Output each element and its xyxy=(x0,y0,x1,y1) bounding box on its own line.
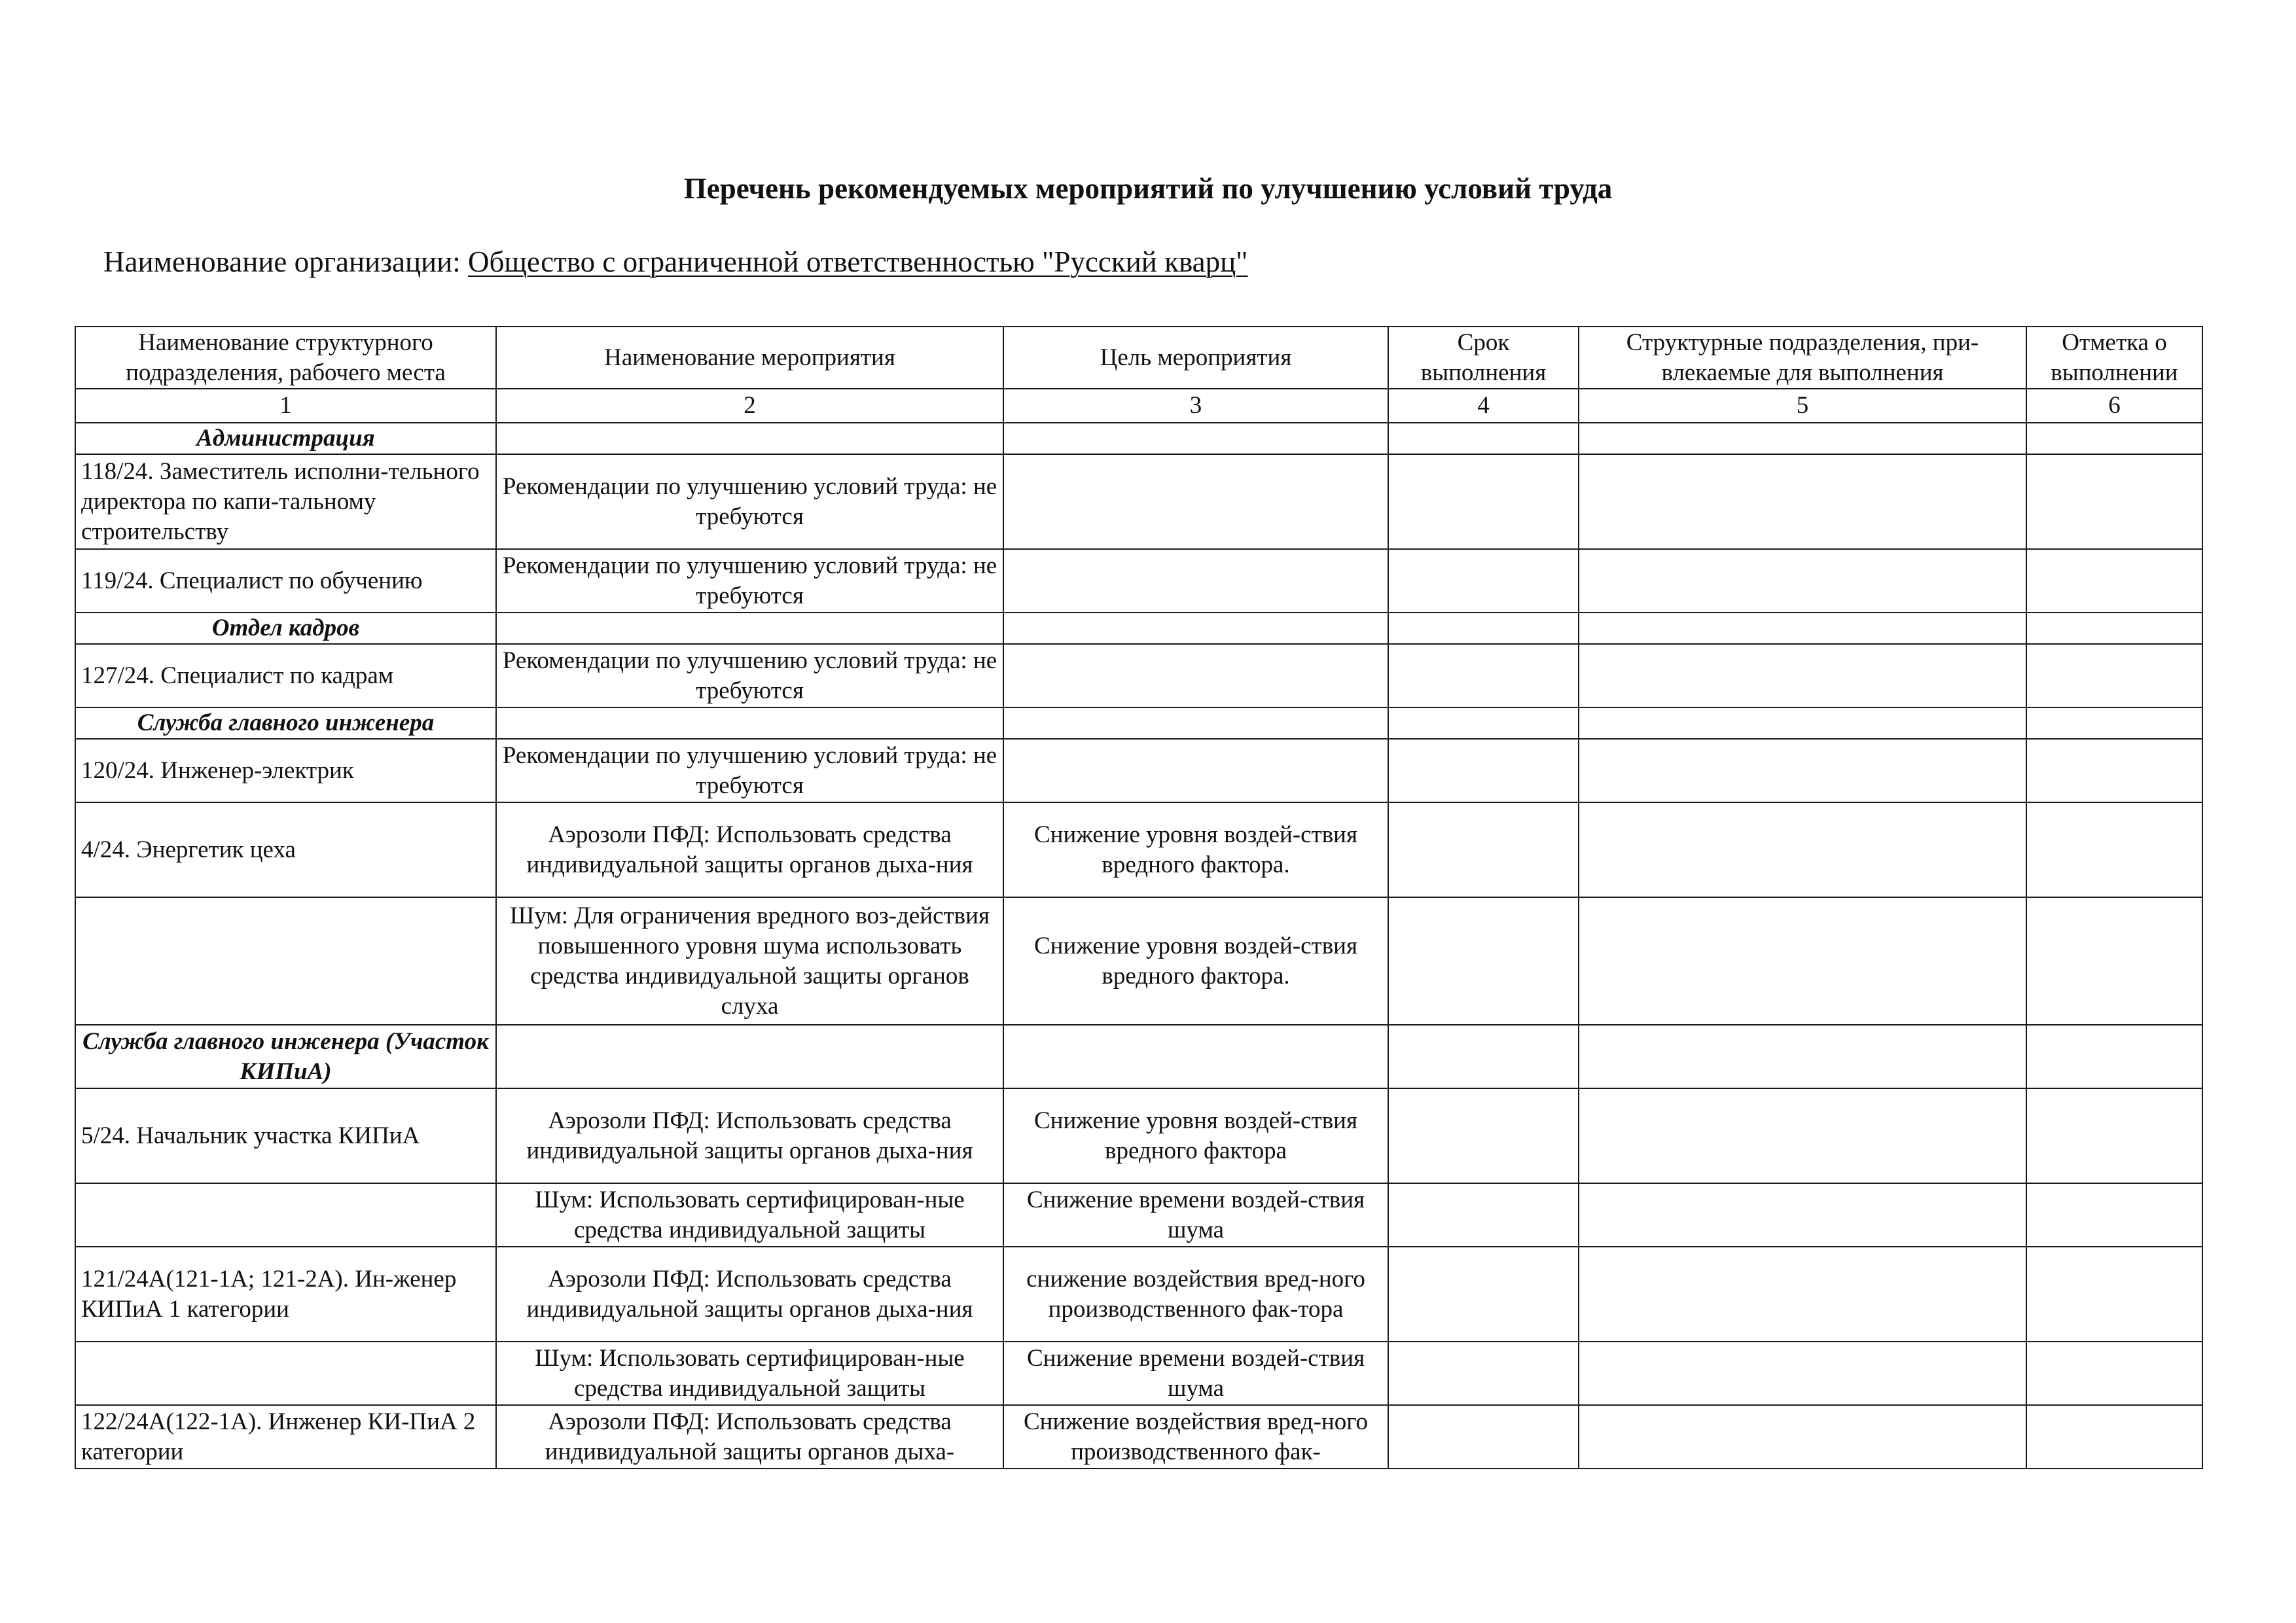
deadline-cell xyxy=(1388,802,1579,897)
table-cell xyxy=(496,613,1003,644)
table-cell xyxy=(1579,707,2026,739)
header-cell: Цель мероприятия xyxy=(1003,327,1388,389)
table-cell xyxy=(1003,1025,1388,1088)
column-number: 5 xyxy=(1579,389,2026,423)
organization-label: Наименование организации: xyxy=(103,245,461,278)
table-cell xyxy=(2026,613,2202,644)
organization-line xyxy=(103,242,1264,281)
table-cell xyxy=(1003,613,1388,644)
column-number: 2 xyxy=(496,389,1003,423)
table-row xyxy=(75,1183,2202,1247)
table-row xyxy=(75,454,2202,549)
goal-cell xyxy=(1003,549,1388,613)
section-title: Служба главного инженера xyxy=(75,707,496,739)
goal-cell: снижение воздействия вред-ного производственного фак-тора xyxy=(1003,1247,1388,1342)
section-row xyxy=(75,1025,2202,1088)
measure-cell: Аэрозоли ПФД: Использовать средства индивидуальной защиты органов дыха-ния xyxy=(496,1088,1003,1183)
completion-mark-cell xyxy=(2026,739,2202,802)
column-number: 3 xyxy=(1003,389,1388,423)
measure-cell: Рекомендации по улучшению условий труда: не требуются xyxy=(496,549,1003,613)
departments-cell xyxy=(1579,897,2026,1025)
goal-cell: Снижение уровня воздей-ствия вредного фактора. xyxy=(1003,897,1388,1025)
table-row xyxy=(75,897,2202,1025)
header-cell: Наименование структурного подразделения, рабочего места xyxy=(75,327,496,389)
workplace-cell: 4/24. Энергетик цеха xyxy=(75,802,496,897)
deadline-cell xyxy=(1388,739,1579,802)
measure-cell: Рекомендации по улучшению условий труда: не требуются xyxy=(496,644,1003,707)
completion-mark-cell xyxy=(2026,1247,2202,1342)
column-number: 6 xyxy=(2026,389,2202,423)
table-row xyxy=(75,802,2202,897)
departments-cell xyxy=(1579,739,2026,802)
goal-cell: Снижение воздействия вред-ного производственного фак- xyxy=(1003,1405,1388,1469)
table-cell xyxy=(1003,423,1388,454)
completion-mark-cell xyxy=(2026,644,2202,707)
deadline-cell xyxy=(1388,644,1579,707)
table-cell xyxy=(1003,707,1388,739)
deadline-cell xyxy=(1388,897,1579,1025)
goal-cell xyxy=(1003,454,1388,549)
table-cell xyxy=(2026,707,2202,739)
measure-cell: Шум: Использовать сертифицирован-ные средства индивидуальной защиты xyxy=(496,1183,1003,1247)
goal-cell: Снижение уровня воздей-ствия вредного фактора. xyxy=(1003,802,1388,897)
completion-mark-cell xyxy=(2026,1405,2202,1469)
workplace-cell xyxy=(75,897,496,1025)
section-title: Администрация xyxy=(75,423,496,454)
table-row xyxy=(75,549,2202,613)
table-row xyxy=(75,1342,2202,1405)
measure-cell: Шум: Для ограничения вредного воз-действия повышенного уровня шума использовать средства индивидуальной защиты органов слуха xyxy=(496,897,1003,1025)
goal-cell: Снижение уровня воздей-ствия вредного фактора xyxy=(1003,1088,1388,1183)
departments-cell xyxy=(1579,1247,2026,1342)
completion-mark-cell xyxy=(2026,802,2202,897)
workplace-cell xyxy=(75,1183,496,1247)
header-cell: Структурные подразделения, при-влекаемые для выполнения xyxy=(1579,327,2026,389)
table-cell xyxy=(496,423,1003,454)
column-number: 4 xyxy=(1388,389,1579,423)
workplace-cell xyxy=(75,1342,496,1405)
table-row xyxy=(75,739,2202,802)
header-cell: Срок выполнения xyxy=(1388,327,1579,389)
completion-mark-cell xyxy=(2026,1342,2202,1405)
table-cell xyxy=(1388,1025,1579,1088)
table-cell xyxy=(1388,613,1579,644)
departments-cell xyxy=(1579,1405,2026,1469)
section-row xyxy=(75,707,2202,739)
table-row xyxy=(75,1405,2202,1469)
goal-cell: Снижение времени воздей-ствия шума xyxy=(1003,1342,1388,1405)
workplace-cell: 5/24. Начальник участка КИПиА xyxy=(75,1088,496,1183)
completion-mark-cell xyxy=(2026,1183,2202,1247)
section-row xyxy=(75,613,2202,644)
goal-cell xyxy=(1003,739,1388,802)
measure-cell: Рекомендации по улучшению условий труда: не требуются xyxy=(496,739,1003,802)
table-row xyxy=(75,1247,2202,1342)
table-cell xyxy=(1579,423,2026,454)
departments-cell xyxy=(1579,802,2026,897)
measure-cell: Аэрозоли ПФД: Использовать средства индивидуальной защиты органов дыха- xyxy=(496,1405,1003,1469)
table-cell xyxy=(496,707,1003,739)
section-title: Служба главного инженера (Участок КИПиА) xyxy=(75,1025,496,1088)
deadline-cell xyxy=(1388,1088,1579,1183)
table-row xyxy=(75,1088,2202,1183)
measure-cell: Аэрозоли ПФД: Использовать средства индивидуальной защиты органов дыха-ния xyxy=(496,802,1003,897)
completion-mark-cell xyxy=(2026,454,2202,549)
completion-mark-cell xyxy=(2026,549,2202,613)
column-number-row xyxy=(75,389,2202,423)
measure-cell: Рекомендации по улучшению условий труда: не требуются xyxy=(496,454,1003,549)
workplace-cell: 118/24. Заместитель исполни-тельного директора по капи-тальному строительству xyxy=(75,454,496,549)
document-title: Перечень рекомендуемых мероприятий по улучшению условий труда xyxy=(683,172,1613,205)
goal-cell xyxy=(1003,644,1388,707)
departments-cell xyxy=(1579,644,2026,707)
workplace-cell: 127/24. Специалист по кадрам xyxy=(75,644,496,707)
workplace-cell: 120/24. Инженер-электрик xyxy=(75,739,496,802)
organization-name: Общество с ограниченной ответственностью "Русский кварц" xyxy=(467,245,1248,278)
section-row xyxy=(75,423,2202,454)
goal-cell: Снижение времени воздей-ствия шума xyxy=(1003,1183,1388,1247)
table-cell xyxy=(1579,613,2026,644)
section-title: Отдел кадров xyxy=(75,613,496,644)
table-cell xyxy=(1579,1025,2026,1088)
deadline-cell xyxy=(1388,1247,1579,1342)
deadline-cell xyxy=(1388,549,1579,613)
measure-cell: Шум: Использовать сертифицирован-ные средства индивидуальной защиты xyxy=(496,1342,1003,1405)
departments-cell xyxy=(1579,1342,2026,1405)
measures-table xyxy=(75,326,2203,1469)
column-number: 1 xyxy=(75,389,496,423)
header-cell: Отметка о выполнении xyxy=(2026,327,2202,389)
departments-cell xyxy=(1579,1088,2026,1183)
departments-cell xyxy=(1579,1183,2026,1247)
departments-cell xyxy=(1579,549,2026,613)
deadline-cell xyxy=(1388,1405,1579,1469)
table-cell xyxy=(1388,423,1579,454)
table-header-row xyxy=(75,327,2202,389)
workplace-cell: 121/24А(121-1А; 121-2А). Ин-женер КИПиА 1 категории xyxy=(75,1247,496,1342)
table-cell xyxy=(2026,1025,2202,1088)
measure-cell: Аэрозоли ПФД: Использовать средства индивидуальной защиты органов дыха-ния xyxy=(496,1247,1003,1342)
header-cell: Наименование мероприятия xyxy=(496,327,1003,389)
completion-mark-cell xyxy=(2026,897,2202,1025)
workplace-cell: 122/24А(122-1А). Инженер КИ-ПиА 2 категории xyxy=(75,1405,496,1469)
table-cell xyxy=(2026,423,2202,454)
table-row xyxy=(75,644,2202,707)
departments-cell xyxy=(1579,454,2026,549)
table-cell xyxy=(496,1025,1003,1088)
deadline-cell xyxy=(1388,454,1579,549)
completion-mark-cell xyxy=(2026,1088,2202,1183)
deadline-cell xyxy=(1388,1342,1579,1405)
table-cell xyxy=(1388,707,1579,739)
deadline-cell xyxy=(1388,1183,1579,1247)
workplace-cell: 119/24. Специалист по обучению xyxy=(75,549,496,613)
